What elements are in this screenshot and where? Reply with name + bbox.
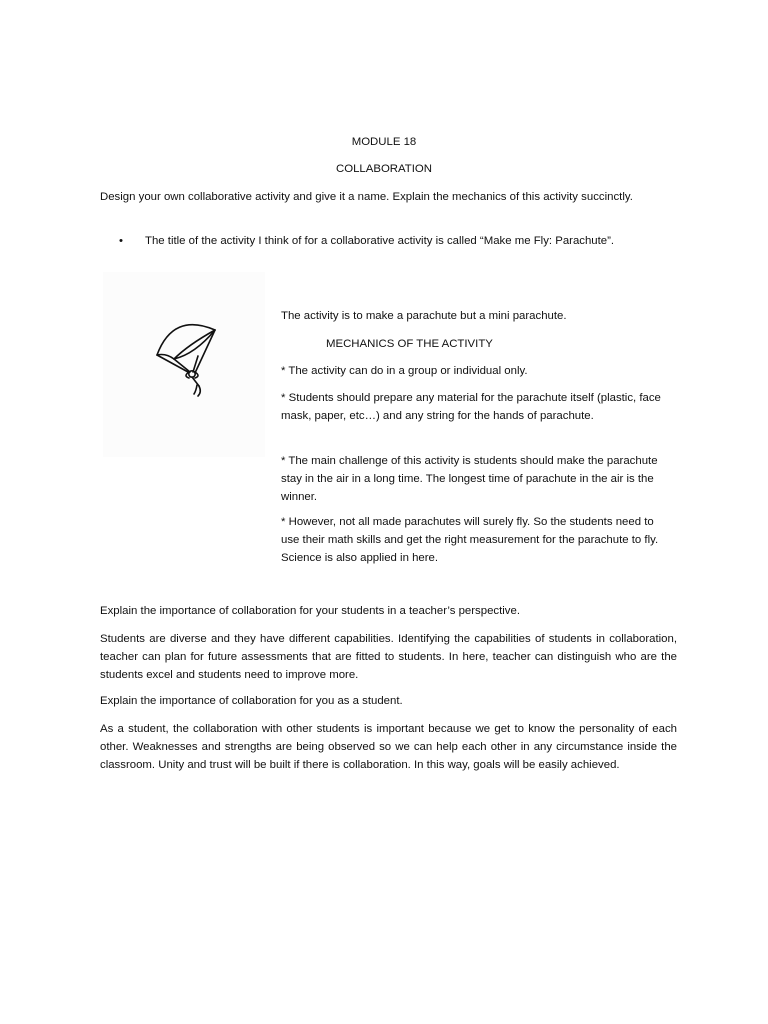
module-heading: MODULE 18 — [351, 136, 417, 148]
answer-student-perspective: As a student, the collaboration with other students is important because we get to know the personality of each other. Weaknesses and strengths are being observed so we can help each other in any circumstance inside the classroom. Unity and trust will be built if there is collaboration. In this way, goals will be easily achieved. — [100, 723, 677, 771]
prompt-design-activity: Design your own collaborative activity and give it a name. Explain the mechanics of this activity succinctly. — [100, 191, 633, 203]
document-title: COLLABORATION — [336, 163, 432, 175]
parachute-illustration — [103, 272, 265, 457]
mechanics-heading: MECHANICS OF THE ACTIVITY — [326, 338, 493, 350]
mechanics-item: * Students should prepare any material for the parachute itself (plastic, face mask, paper, etc…) and any string for the hands of parachute. — [281, 392, 661, 422]
parachute-icon — [103, 272, 265, 457]
mechanics-item: * However, not all made parachutes will surely fly. So the students need to use their math skills and get the right measurement for the parachute to fly. Science is also applied in here. — [281, 516, 659, 564]
prompt-teacher-perspective: Explain the importance of collaboration for your students in a teacher’s perspective. — [100, 605, 521, 617]
prompt-student-perspective: Explain the importance of collaboration for you as a student. — [100, 695, 403, 707]
activity-intro: The activity is to make a parachute but a mini parachute. — [281, 310, 567, 322]
bullet-text: The title of the activity I think of for a collaborative activity is called “Make me Fly: Parachute”. — [145, 235, 615, 247]
answer-teacher-perspective: Students are diverse and they have different capabilities. Identifying the capabilities of students in collaboration, teacher can plan for future assessments that are fitted to students. In here, teacher can distinguish who are the students excel and students need to improve more. — [100, 633, 677, 681]
bullet-dot-icon: • — [119, 235, 123, 247]
mechanics-item: * The main challenge of this activity is students should make the parachute stay in the air in a long time. The longest time of parachute in the air is the winner. — [281, 455, 658, 503]
mechanics-item: * The activity can do in a group or individual only. — [281, 365, 528, 377]
